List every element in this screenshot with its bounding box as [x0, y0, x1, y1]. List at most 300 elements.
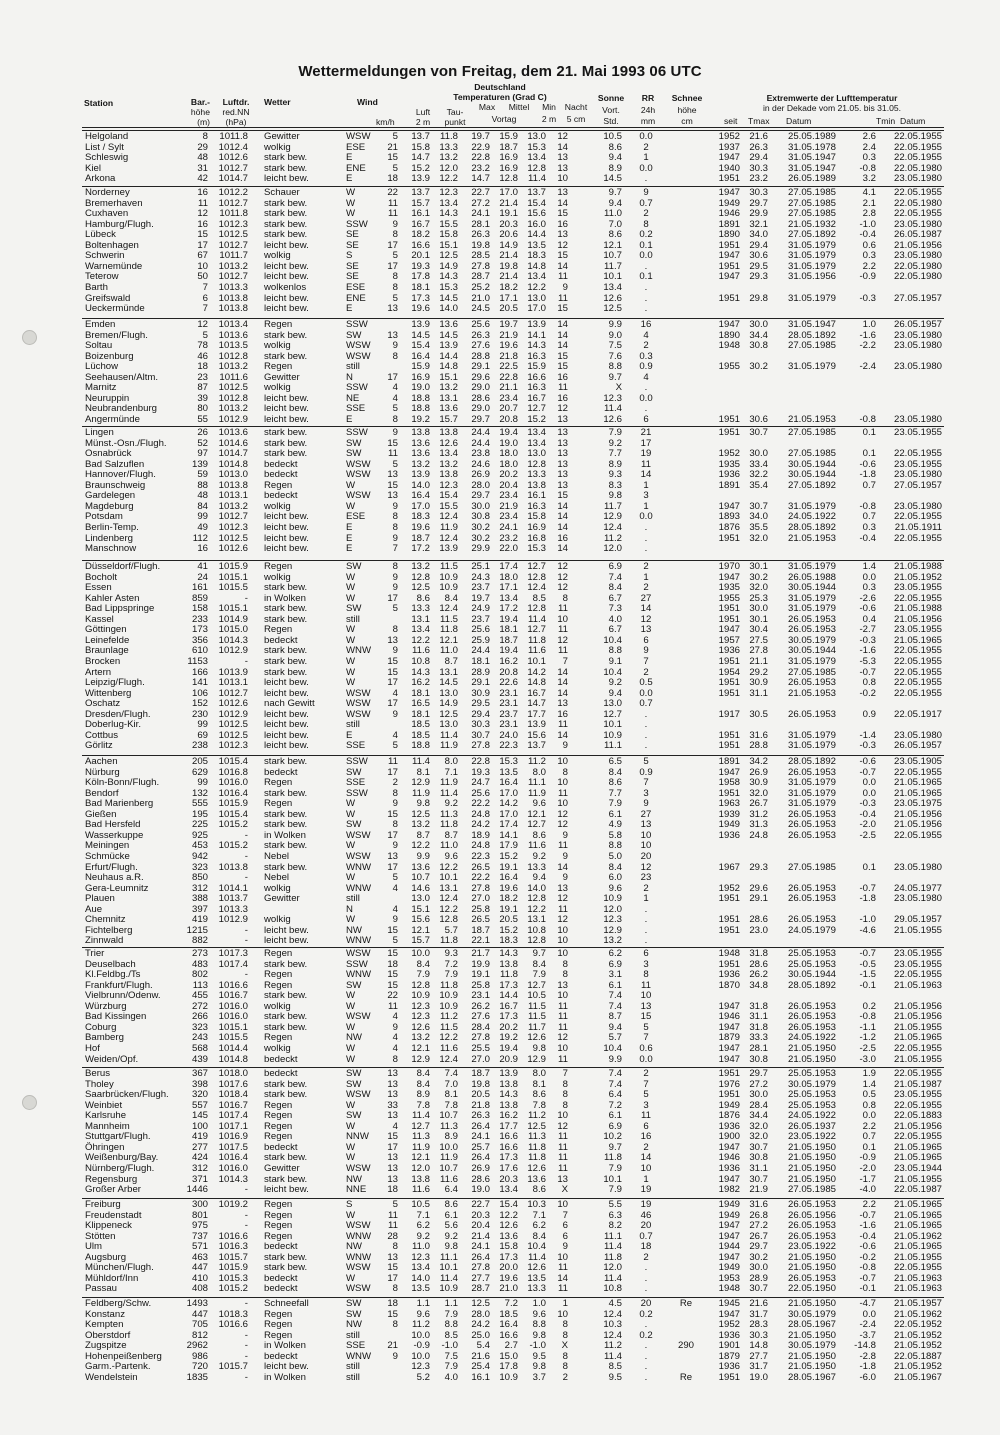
- table-row: [82, 1284, 944, 1295]
- temp-max: 16.1: [471, 1371, 490, 1383]
- temp-luft: 11.9: [412, 787, 430, 799]
- niederschlag: 3: [643, 787, 649, 799]
- extrem-seit: 1947: [718, 1173, 740, 1185]
- wind-speed: 15: [387, 666, 398, 678]
- wetter: Regen: [264, 624, 293, 636]
- luftdruck: 1017.4: [218, 958, 248, 970]
- extrem-tmax: 34.2: [749, 756, 768, 767]
- temp-mittel: 20.6: [499, 229, 518, 241]
- bar-hoehe: 67: [197, 250, 208, 262]
- temp-luft: 16.4: [411, 350, 430, 362]
- extrem-datum-min: 21.05.1911: [894, 521, 942, 533]
- sonne: 9.2: [608, 677, 622, 689]
- extrem-datum-max: 21.05.1953: [787, 413, 836, 425]
- temp-nacht: 8: [562, 1078, 568, 1090]
- station-name: Boizenburg: [85, 350, 134, 362]
- temp-nacht: 11: [558, 1011, 568, 1023]
- extrem-datum-min: 22.05.1955: [893, 666, 942, 678]
- luftdruck: -: [244, 1209, 248, 1221]
- sonne: 8.6: [608, 229, 622, 241]
- bar-hoehe: 424: [191, 1152, 208, 1164]
- temp-taupunkt: 11.4: [440, 729, 458, 741]
- extrem-datum-min: 22.05.1955: [893, 655, 942, 667]
- temp-min: 8.5: [532, 592, 546, 604]
- temp-mittel: 16.7: [499, 1000, 518, 1012]
- temp-max: 22.7: [471, 187, 490, 198]
- sonne: 10.9: [603, 729, 622, 741]
- extrem-datum-min: 23.05.1955: [893, 948, 942, 959]
- temp-min: 12.1: [527, 808, 546, 820]
- temp-nacht: 12: [557, 582, 568, 594]
- bar-hoehe: 152: [191, 698, 208, 710]
- luftdruck: 1015.3: [218, 1272, 248, 1284]
- extrem-tmin: 0.4: [862, 613, 876, 625]
- wetter: in Wolken: [264, 1340, 306, 1352]
- luftdruck: 1014.3: [218, 634, 248, 646]
- wind-direction: WSW: [346, 708, 371, 720]
- temp-nacht: 15: [557, 350, 568, 362]
- temp-mittel: 17.9: [499, 840, 518, 852]
- temp-max: 26.3: [471, 229, 490, 241]
- temp-taupunkt: 14.4: [439, 350, 458, 362]
- extrem-tmin: -0.7: [859, 1209, 876, 1221]
- temp-luft: 18.3: [411, 511, 430, 523]
- extrem-tmin: 3.2: [862, 173, 876, 185]
- extrem-tmax: 31.2: [749, 808, 768, 820]
- wetter: wolkig: [264, 1000, 291, 1012]
- luftdruck: -: [244, 655, 248, 667]
- extrem-seit: 1879: [718, 1032, 740, 1044]
- niederschlag: 2: [643, 561, 649, 572]
- extrem-tmin: -0.6: [859, 458, 876, 470]
- temp-taupunkt: 14.5: [439, 677, 458, 689]
- temp-nacht: 8: [562, 592, 568, 604]
- temp-max: 25.1: [471, 561, 490, 572]
- extrem-tmax: 30.7: [749, 1141, 768, 1153]
- temp-nacht: 10: [557, 1251, 568, 1263]
- temp-min: 11.3: [528, 1131, 546, 1143]
- wind-direction: SW: [346, 1308, 362, 1320]
- bar-hoehe: 300: [191, 1199, 208, 1210]
- temp-mittel: 13.5: [499, 766, 518, 778]
- extrem-datum-max: 26.05.1953: [787, 708, 836, 720]
- wind-direction: still: [346, 613, 360, 625]
- extrem-datum-min: 22.05.1980: [893, 260, 942, 272]
- extrem-seit: 1917: [718, 708, 740, 720]
- extrem-seit: 1967: [718, 861, 740, 873]
- wind-direction: WNW: [346, 645, 372, 657]
- station-name: Kassel: [85, 613, 114, 625]
- temp-mittel: 15.9: [499, 131, 518, 142]
- bar-hoehe: 850: [191, 872, 208, 884]
- bar-hoehe: 55: [197, 413, 208, 425]
- extrem-seit: 1940: [718, 162, 740, 174]
- extrem-tmin: 0.0: [862, 787, 876, 799]
- temp-taupunkt: 7.9: [444, 969, 458, 981]
- wetter: stark bew.: [264, 152, 308, 164]
- temp-luft: 8.4: [416, 1078, 430, 1090]
- niederschlag: 1: [643, 893, 649, 905]
- bar-hoehe: 243: [191, 1032, 208, 1044]
- temp-max: 26.9: [471, 469, 490, 481]
- wetter: Regen: [264, 1131, 293, 1143]
- temp-taupunkt: 11.5: [440, 561, 458, 572]
- wind-direction: W: [346, 1000, 356, 1012]
- luftdruck: -: [244, 1298, 248, 1309]
- temp-taupunkt: 11.9: [440, 777, 458, 789]
- temp-max: 22.2: [471, 798, 490, 810]
- temp-nacht: 13: [557, 882, 568, 894]
- station-name: Köln-Bonn/Flugh.: [85, 777, 160, 789]
- sonne: 9.2: [608, 437, 622, 449]
- temp-luft: 8.4: [416, 1068, 430, 1079]
- temp-taupunkt: 1.1: [444, 1298, 458, 1309]
- wind-direction: still: [346, 361, 360, 373]
- temp-min: 16.3: [527, 500, 546, 512]
- extrem-tmax: 26.7: [749, 1230, 768, 1242]
- bar-hoehe: 447: [191, 1262, 208, 1274]
- sonne: 9.5: [608, 1371, 622, 1383]
- extrem-tmax: 30.8: [749, 1053, 768, 1065]
- temp-taupunkt: 12.5: [439, 708, 458, 720]
- wetter: Regen: [264, 948, 293, 959]
- wind-speed: 13: [387, 1110, 398, 1122]
- temp-max: 30.2: [471, 532, 490, 544]
- temp-mittel: 19.6: [499, 340, 518, 352]
- sonne: 7.9: [608, 1184, 622, 1196]
- temp-nacht: 12: [557, 561, 568, 572]
- wind-direction: WNW: [346, 1230, 372, 1242]
- wind-speed: 9: [392, 1350, 398, 1362]
- temp-taupunkt: 12.4: [439, 603, 458, 615]
- temp-min: 8.0: [532, 1068, 546, 1079]
- temp-taupunkt: 7.5: [444, 1350, 458, 1362]
- station-name: Karlsruhe: [85, 1110, 127, 1122]
- extrem-tmax: 31.1: [749, 1162, 768, 1174]
- sonne: 13.4: [603, 281, 622, 293]
- wetter: wolkig: [264, 882, 291, 894]
- niederschlag: 19: [640, 1199, 652, 1210]
- wind-direction: W: [346, 479, 356, 491]
- extrem-tmin: -0.6: [859, 1241, 876, 1253]
- niederschlag: 2: [643, 666, 649, 678]
- sonne: 12.0: [603, 543, 622, 555]
- extrem-seit: 1936: [718, 1361, 740, 1373]
- extrem-tmin: 0.6: [862, 239, 876, 251]
- wetter: stark bew.: [264, 1011, 308, 1023]
- temp-nacht: 16: [557, 371, 568, 383]
- temp-min: 12.5: [527, 1120, 546, 1132]
- temp-taupunkt: 5.6: [444, 1220, 458, 1232]
- wind-speed: 11: [388, 756, 398, 767]
- extrem-tmax: 32.0: [749, 787, 768, 799]
- niederschlag: 0.0: [639, 131, 653, 142]
- temp-taupunkt: 8.7: [444, 829, 458, 841]
- extrem-datum-min: 22.05.1987: [893, 1184, 942, 1196]
- extrem-tmax: 21.6: [749, 131, 768, 142]
- wind-direction: SW: [346, 561, 362, 572]
- niederschlag: .: [644, 719, 648, 731]
- luftdruck: 1015.5: [218, 582, 248, 594]
- bar-hoehe: 942: [191, 850, 208, 862]
- extrem-seit: 1947: [718, 571, 740, 583]
- sonne: 9.0: [608, 329, 622, 341]
- luftdruck: 1015.1: [218, 1021, 248, 1033]
- luftdruck: 1012.3: [218, 740, 248, 752]
- wind-direction: WSW: [346, 1262, 371, 1274]
- temp-mittel: 17.4: [499, 561, 518, 572]
- bar-hoehe: 8: [202, 131, 208, 142]
- temp-max: 22.1: [471, 935, 490, 947]
- extrem-seit: 1951: [718, 173, 740, 185]
- temp-luft: 1.1: [416, 1298, 430, 1309]
- station-name: Mühldorf/Inn: [85, 1272, 139, 1284]
- extrem-datum-min: 21.05.1965: [893, 1241, 942, 1253]
- niederschlag: 1: [643, 152, 649, 164]
- wind-speed: 18: [387, 1298, 398, 1309]
- temp-mittel: 17.0: [499, 787, 518, 799]
- sonne: 12.7: [603, 708, 622, 720]
- wind-direction: still: [346, 1329, 360, 1341]
- extrem-seit: 1951: [718, 260, 740, 272]
- extrem-datum-max: 26.05.1937: [787, 1120, 836, 1132]
- temp-taupunkt: 12.4: [439, 1053, 458, 1065]
- wetter: bedeckt: [264, 1068, 298, 1079]
- niederschlag: 2: [643, 582, 649, 594]
- luftdruck: 1013.8: [218, 479, 248, 491]
- extrem-seit: 1947: [718, 1000, 740, 1012]
- extrem-seit: 1947: [718, 624, 740, 636]
- temp-taupunkt: 9.3: [444, 948, 458, 959]
- extrem-tmin: 1.0: [862, 319, 876, 330]
- temp-max: 28.6: [471, 1173, 490, 1185]
- temp-min: 8.4: [532, 958, 546, 970]
- wind-speed: 17: [387, 698, 398, 710]
- extrem-tmin: -0.9: [859, 271, 876, 283]
- temp-nacht: 8: [562, 766, 568, 778]
- temp-luft: 12.5: [411, 582, 430, 594]
- luftdruck: 1012.9: [218, 645, 248, 657]
- temp-max: 24.6: [471, 458, 490, 470]
- temp-max: 28.0: [471, 479, 490, 491]
- wind-direction: SSW: [346, 319, 368, 330]
- extrem-seit: 1951: [718, 1089, 740, 1101]
- station-name: Stuttgart/Flugh.: [85, 1131, 151, 1143]
- luftdruck: 1013.6: [218, 427, 248, 438]
- wind-direction: NW: [346, 1173, 362, 1185]
- extrem-seit: 1947: [718, 1042, 740, 1054]
- extrem-tmin: 2.6: [862, 131, 876, 142]
- temp-luft: 18.1: [411, 708, 430, 720]
- temp-min: 9.7: [532, 948, 546, 959]
- temp-min: 15.3: [527, 141, 546, 153]
- extrem-tmax: 26.7: [749, 798, 768, 810]
- extrem-tmax: 29.2: [749, 666, 768, 678]
- station-group: [82, 130, 944, 186]
- luftdruck: 1016.7: [218, 990, 248, 1002]
- extrem-datum-min: 22.05.1955: [893, 1131, 942, 1143]
- luftdruck: 1014.9: [218, 613, 248, 625]
- wetter: leicht bew.: [264, 677, 309, 689]
- temp-nacht: 12: [557, 819, 568, 831]
- extrem-datum-min: 21.05.1965: [893, 634, 942, 646]
- sonne: 6.2: [608, 948, 622, 959]
- temp-nacht: 12: [557, 571, 568, 583]
- sonne: 4.5: [608, 1298, 622, 1309]
- bar-hoehe: 320: [191, 1089, 208, 1101]
- niederschlag: 16: [640, 319, 652, 330]
- temp-max: 30.3: [471, 719, 490, 731]
- sonne: 5.5: [608, 1199, 622, 1210]
- temp-mittel: 23.4: [499, 511, 518, 523]
- temp-mittel: 22.8: [499, 371, 518, 383]
- wind-speed: 13: [387, 1089, 398, 1101]
- wind-speed: 21: [387, 141, 398, 153]
- luftdruck: 1011.8: [219, 131, 248, 142]
- extrem-seit: 1957: [718, 634, 740, 646]
- wetter: Regen: [264, 1032, 293, 1044]
- wetter: leicht bew.: [264, 303, 309, 315]
- header-sonne-1: Sonne: [597, 93, 625, 103]
- bar-hoehe: 720: [191, 1361, 208, 1373]
- extrem-seit: 1947: [718, 1220, 740, 1232]
- temp-luft: 16.9: [411, 371, 430, 383]
- extrem-datum-max: 31.05.1979: [787, 592, 836, 604]
- temp-nacht: 14: [557, 861, 568, 873]
- station-name: Lindenberg: [85, 532, 134, 544]
- temp-taupunkt: 12.2: [439, 173, 458, 185]
- extrem-tmax: 27.2: [749, 1078, 768, 1090]
- luftdruck: -: [244, 935, 248, 947]
- sonne: 7.9: [608, 1162, 622, 1174]
- sonne: 8.4: [608, 582, 622, 594]
- extrem-datum-min: 21.05.1956: [893, 239, 942, 251]
- temp-luft: 12.2: [411, 634, 430, 646]
- temp-max: 29.1: [471, 361, 490, 373]
- extrem-tmin: -6.0: [859, 1371, 876, 1383]
- luftdruck: 1014.7: [218, 448, 248, 460]
- header-wetter: Wetter: [264, 97, 291, 107]
- temp-taupunkt: 11.1: [440, 1251, 458, 1263]
- temp-taupunkt: 9.8: [444, 1241, 458, 1253]
- temp-max: 19.0: [471, 1184, 490, 1196]
- temp-min: 8.0: [532, 766, 546, 778]
- station-name: Garm.-Partenk.: [85, 1361, 151, 1373]
- niederschlag: .: [644, 924, 648, 936]
- temp-max: 27.0: [471, 1053, 490, 1065]
- temp-luft: 15.9: [411, 361, 430, 373]
- temp-max: 26.3: [471, 329, 490, 341]
- luftdruck: 1015.0: [218, 624, 248, 636]
- extrem-seit: 1951: [718, 787, 740, 799]
- wind-speed: 9: [392, 340, 398, 352]
- niederschlag: 7: [643, 777, 649, 789]
- wetter: stark bew.: [264, 613, 308, 625]
- extrem-datum-min: 26.05.1987: [893, 229, 942, 241]
- station-name: München/Flugh.: [85, 1262, 154, 1274]
- temp-min: 9.8: [532, 1042, 546, 1054]
- temp-luft: 13.4: [411, 1262, 430, 1274]
- temp-taupunkt: 11.8: [440, 935, 458, 947]
- table-row: [82, 657, 944, 668]
- niederschlag: 0.0: [639, 511, 653, 523]
- sonne: 12.5: [603, 303, 622, 315]
- bar-hoehe: 158: [191, 603, 208, 615]
- bar-hoehe: 106: [191, 687, 208, 699]
- sonne: 7.9: [608, 427, 622, 438]
- extrem-seit: 1963: [718, 798, 740, 810]
- extrem-datum-min: 23.05.1980: [893, 173, 942, 185]
- wind-speed: 17: [387, 861, 398, 873]
- bar-hoehe: 975: [191, 1220, 208, 1232]
- sonne: 10.1: [603, 271, 622, 283]
- extrem-seit: 1951: [718, 239, 740, 251]
- extrem-tmax: 30.8: [749, 340, 768, 352]
- station-name: Plauen: [85, 893, 115, 905]
- extrem-seit: 1976: [718, 1078, 740, 1090]
- bar-hoehe: 10: [197, 260, 208, 272]
- temp-max: 27.8: [471, 740, 490, 752]
- temp-max: 28.9: [471, 666, 490, 678]
- extrem-datum-min: 21.05.1965: [893, 1199, 942, 1210]
- luftdruck: 1014.6: [218, 437, 248, 449]
- extrem-tmax: 31.7: [749, 1308, 768, 1320]
- station-name: Braunlage: [85, 645, 129, 657]
- luftdruck: 1016.6: [218, 1319, 248, 1331]
- sonne: 8.7: [608, 1011, 622, 1023]
- sonne: 11.2: [604, 532, 622, 544]
- temp-taupunkt: 12.3: [439, 479, 458, 491]
- extrem-datum-max: 27.05.1985: [787, 448, 836, 460]
- temp-max: 18.9: [471, 829, 490, 841]
- temp-luft: 13.7: [411, 187, 430, 198]
- extrem-tmin: -2.6: [859, 592, 876, 604]
- bar-hoehe: 29: [197, 141, 208, 153]
- extrem-tmax: 19.0: [749, 1371, 768, 1383]
- extrem-datum-min: 22.05.1955: [893, 592, 942, 604]
- luftdruck: 1016.0: [218, 1162, 248, 1174]
- temp-nacht: 12: [557, 131, 568, 142]
- temp-nacht: 14: [557, 543, 568, 555]
- sonne: 8.2: [608, 1220, 622, 1232]
- temp-luft: 10.0: [411, 1350, 430, 1362]
- extrem-tmin: 1.4: [862, 561, 876, 572]
- extrem-datum-max: 31.05.1979: [787, 239, 836, 251]
- extrem-tmax: 26.9: [749, 766, 768, 778]
- temp-taupunkt: 9.2: [444, 798, 458, 810]
- temp-taupunkt: 11.3: [440, 808, 458, 820]
- luftdruck: 1017.5: [218, 1141, 248, 1153]
- temp-taupunkt: 10.1: [439, 1262, 458, 1274]
- extrem-tmax: 30.4: [749, 624, 768, 636]
- luftdruck: 1018.4: [218, 1089, 248, 1101]
- wind-speed: 4: [392, 729, 398, 741]
- sonne: 12.1: [603, 239, 622, 251]
- wind-direction: W: [346, 1053, 356, 1065]
- temp-min: 10.3: [527, 1199, 546, 1210]
- sonne: X: [615, 382, 622, 394]
- extrem-datum-max: 26.05.1953: [787, 819, 836, 831]
- temp-max: 28.7: [471, 1283, 490, 1295]
- wetter: Regen: [264, 1209, 293, 1221]
- extrem-tmin: -2.5: [859, 829, 876, 841]
- extrem-seit: 1949: [718, 1209, 740, 1221]
- extrem-tmin: -2.4: [859, 1319, 876, 1331]
- temp-taupunkt: 15.4: [439, 490, 458, 502]
- station-name: Cottbus: [85, 729, 119, 741]
- temp-luft: 18.8: [411, 740, 430, 752]
- extrem-datum-max: 30.05.1979: [787, 1340, 836, 1352]
